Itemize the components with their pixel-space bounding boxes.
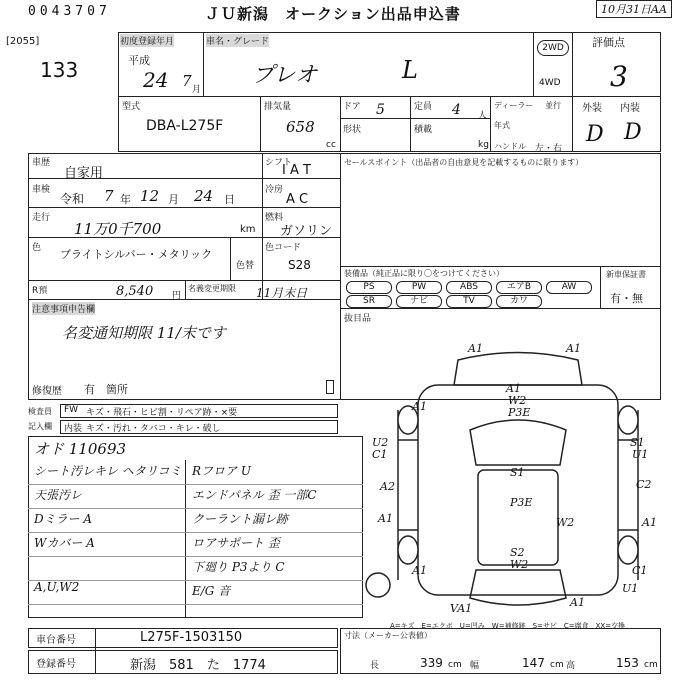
height-unit: cm [644,660,658,670]
damage-label: P3E [508,406,531,419]
tax-value: 8,540 [116,284,154,299]
color-value: ブライトシルバー・メタリック [60,248,213,261]
usage-label: 車歴 [32,158,51,168]
handle-label: ハンドル [494,142,526,151]
tax-label: R預 [32,286,48,296]
damage-label: S1 [510,466,525,479]
cc-label: 排気量 [264,102,292,112]
doors-value: 5 [376,102,385,118]
inspection-day-suffix: 日 [224,193,235,206]
cc-unit: cc [326,140,336,150]
damage-label: A1 [412,564,427,577]
drive-2wd: 2WD [537,40,569,56]
ac-label: 冷房 [265,185,284,195]
equipment-item-3: エアB [496,281,542,294]
equipment-item-4: AW [546,281,592,294]
damage-label: U2 [372,436,389,449]
cc-value: 658 [286,118,315,136]
inspection-era: 令和 [60,192,85,206]
equipment-item-1: PW [396,281,442,294]
odometer-note: オド 110693 [34,440,127,458]
inspection-year: 7 [104,187,114,205]
color-change-label: 色替 [236,261,255,271]
fw-row: キズ・飛石・ヒビ割・リペア跡・×要 [86,408,238,418]
equipment-item-0: PS [346,281,392,294]
inspection-day: 24 [194,187,214,205]
equipment-item-r2-1: ナビ [396,295,442,308]
remark-left: Dミラー A [34,512,93,526]
section-code: [2055] [6,36,40,47]
rating-score: 3 [610,60,628,93]
inspector-label-2: 記入欄 [28,422,52,431]
equipment-item-2: ABS [446,281,492,294]
plate-value: 新潟 581 た 1774 [130,658,266,673]
usage-value: 自家用 [64,166,104,181]
inspection-label: 車検 [32,185,51,195]
interior-row-label: 内装 [64,424,83,434]
name-change-value: 11月末日 [256,286,308,300]
remark-left: Wカバー A [34,536,95,550]
remark-left: 天張汚レ [34,488,83,502]
mileage-unit: km [240,224,256,235]
inspection-year-suffix: 年 [120,193,131,206]
inspection-month: 12 [140,187,160,205]
color-label: 色 [32,243,42,253]
color-code-label: 色コード [265,243,302,253]
remark-right: Rフロア U [192,464,251,478]
inspector-label-1: 検査員 [28,407,52,416]
seller-label: 抜目品 [344,314,372,324]
damage-label: C1 [372,448,388,461]
repair-value: 有 箇所 [84,383,128,396]
damage-label: A1 [506,382,521,395]
notes-label: 注意事項申告欄 [32,302,95,315]
remark-left: A,U,W2 [34,580,80,594]
interior-row: キズ・汚れ・タバコ・キレ・破し [86,424,221,434]
equipment-item-r2-0: SR [346,295,392,308]
lot-number: 133 [40,58,79,82]
shape-label: 形状 [343,125,362,135]
load-label: 積載 [414,125,433,135]
ac-value: A C [286,192,309,207]
fuel-label: 燃料 [265,213,284,223]
damage-label: W2 [556,516,575,529]
remark-right: ロアサポート 歪 [192,536,280,550]
doors-label: ドア [343,102,361,112]
damage-label: P3E [510,496,533,509]
model-label: 車名・グレード [206,34,269,47]
damage-label: W2 [510,558,529,571]
chassis-value: L275F-1503150 [140,630,243,645]
interior-grade: D [624,120,642,145]
registration-month-suffix: 月 [192,85,202,95]
remark-right: E/G 音 [192,584,231,598]
drive-4wd: 4WD [539,78,561,88]
notes-text: 名変通知期限 11/末です [62,324,226,342]
year-label: 年式 [494,121,510,130]
equipment-label: 装備品（純正品に限り〇をつけてください） [344,269,504,278]
mileage-value: 11万0千700 [74,220,162,238]
manual-value: 有・無 [610,292,643,305]
damage-label: S2 [510,546,525,559]
remark-right: エンドパネル 歪 一部C [192,488,317,502]
shift-label: シフト [265,158,293,168]
registration-era: 平成 [128,54,150,67]
damage-label: VA1 [450,602,473,615]
length-label: 長 [370,661,380,671]
shift-value: I A T [282,163,311,178]
diagram-legend: A=キズ E=エクボ U=凹み W=補修跡 S=サビ C=腐食 XX=交換 [390,622,626,630]
height-label: 高 [566,661,576,671]
serial-number: 0043707 [28,4,111,19]
length-unit: cm [448,660,462,670]
inspection-month-suffix: 月 [168,193,179,206]
load-unit: kg [478,140,489,150]
dealer-label: ディーラー [494,101,534,110]
capacity-unit: 人 [478,111,488,121]
repair-label: 修復歴 [32,386,62,397]
manual-label: 新車保証書 [606,270,646,279]
capacity-label: 定員 [414,102,433,112]
registration-year: 24 [143,68,169,92]
model-name: プレオ [252,63,318,88]
name-change-label: 名義変更期限 [188,284,236,293]
chassis-label: 車台番号 [36,635,76,646]
damage-label: A1 [566,342,581,355]
damage-label: C1 [632,564,648,577]
damage-label: A1 [412,400,427,413]
damage-label: U1 [622,582,639,595]
tax-unit: 円 [172,291,182,301]
color-code: S28 [288,258,311,272]
equipment-item-r2-3: カワ [496,295,542,308]
length-value: 339 [420,656,443,670]
form-title: ＪＵ新潟 オークション出品申込書 [205,5,461,23]
equipment-row1 [346,281,600,294]
date-stamp: 10月31日AA [596,0,672,18]
dimensions-label: 寸法（メーカー公表値） [344,631,432,640]
damage-label: A2 [380,480,395,493]
width-unit: cm [550,660,564,670]
remark-left: シート汚レキレ ヘタリコミ [34,464,182,478]
exterior-label: 外装 [582,103,602,114]
registration-label: 初度登録年月 [120,34,174,47]
damage-label: U1 [632,448,649,461]
capacity-value: 4 [452,102,461,118]
equipment-item-r2-2: TV [446,295,492,308]
damage-label: A1 [468,342,483,355]
handle-value: 左・右 [535,144,563,154]
height-value: 153 [616,656,639,670]
sales-point-label: セールスポイント（出品者の自由意見を記載するものに限ります） [344,158,584,167]
rating-label: 評価点 [592,36,625,49]
remark-right: クーラント漏レ跡 [192,512,289,526]
parallel-label: 並行 [545,101,561,110]
mileage-label: 走行 [32,213,51,223]
interior-label: 内装 [620,103,640,114]
damage-label: A1 [642,516,657,529]
plate-label: 登録番号 [36,659,76,670]
remark-right: 下廻り P3より C [192,560,285,574]
damage-label: C2 [636,478,652,491]
fw-label: FW [64,405,79,415]
type-value: DBA-L275F [146,118,224,134]
damage-diagram [360,330,670,630]
registration-month: 7 [182,72,192,90]
damage-label: A1 [378,512,393,525]
width-label: 幅 [470,661,480,671]
exterior-grade: D [586,122,604,147]
damage-label: W2 [508,394,527,407]
width-value: 147 [522,656,545,670]
damage-label: A1 [570,596,585,609]
equipment-row2 [346,295,600,308]
type-label: 型式 [122,102,141,112]
damage-label: S1 [630,436,645,449]
model-grade: L [402,56,418,84]
fuel-value: ガソリン [280,224,333,239]
repair-checkbox[interactable] [326,380,334,394]
